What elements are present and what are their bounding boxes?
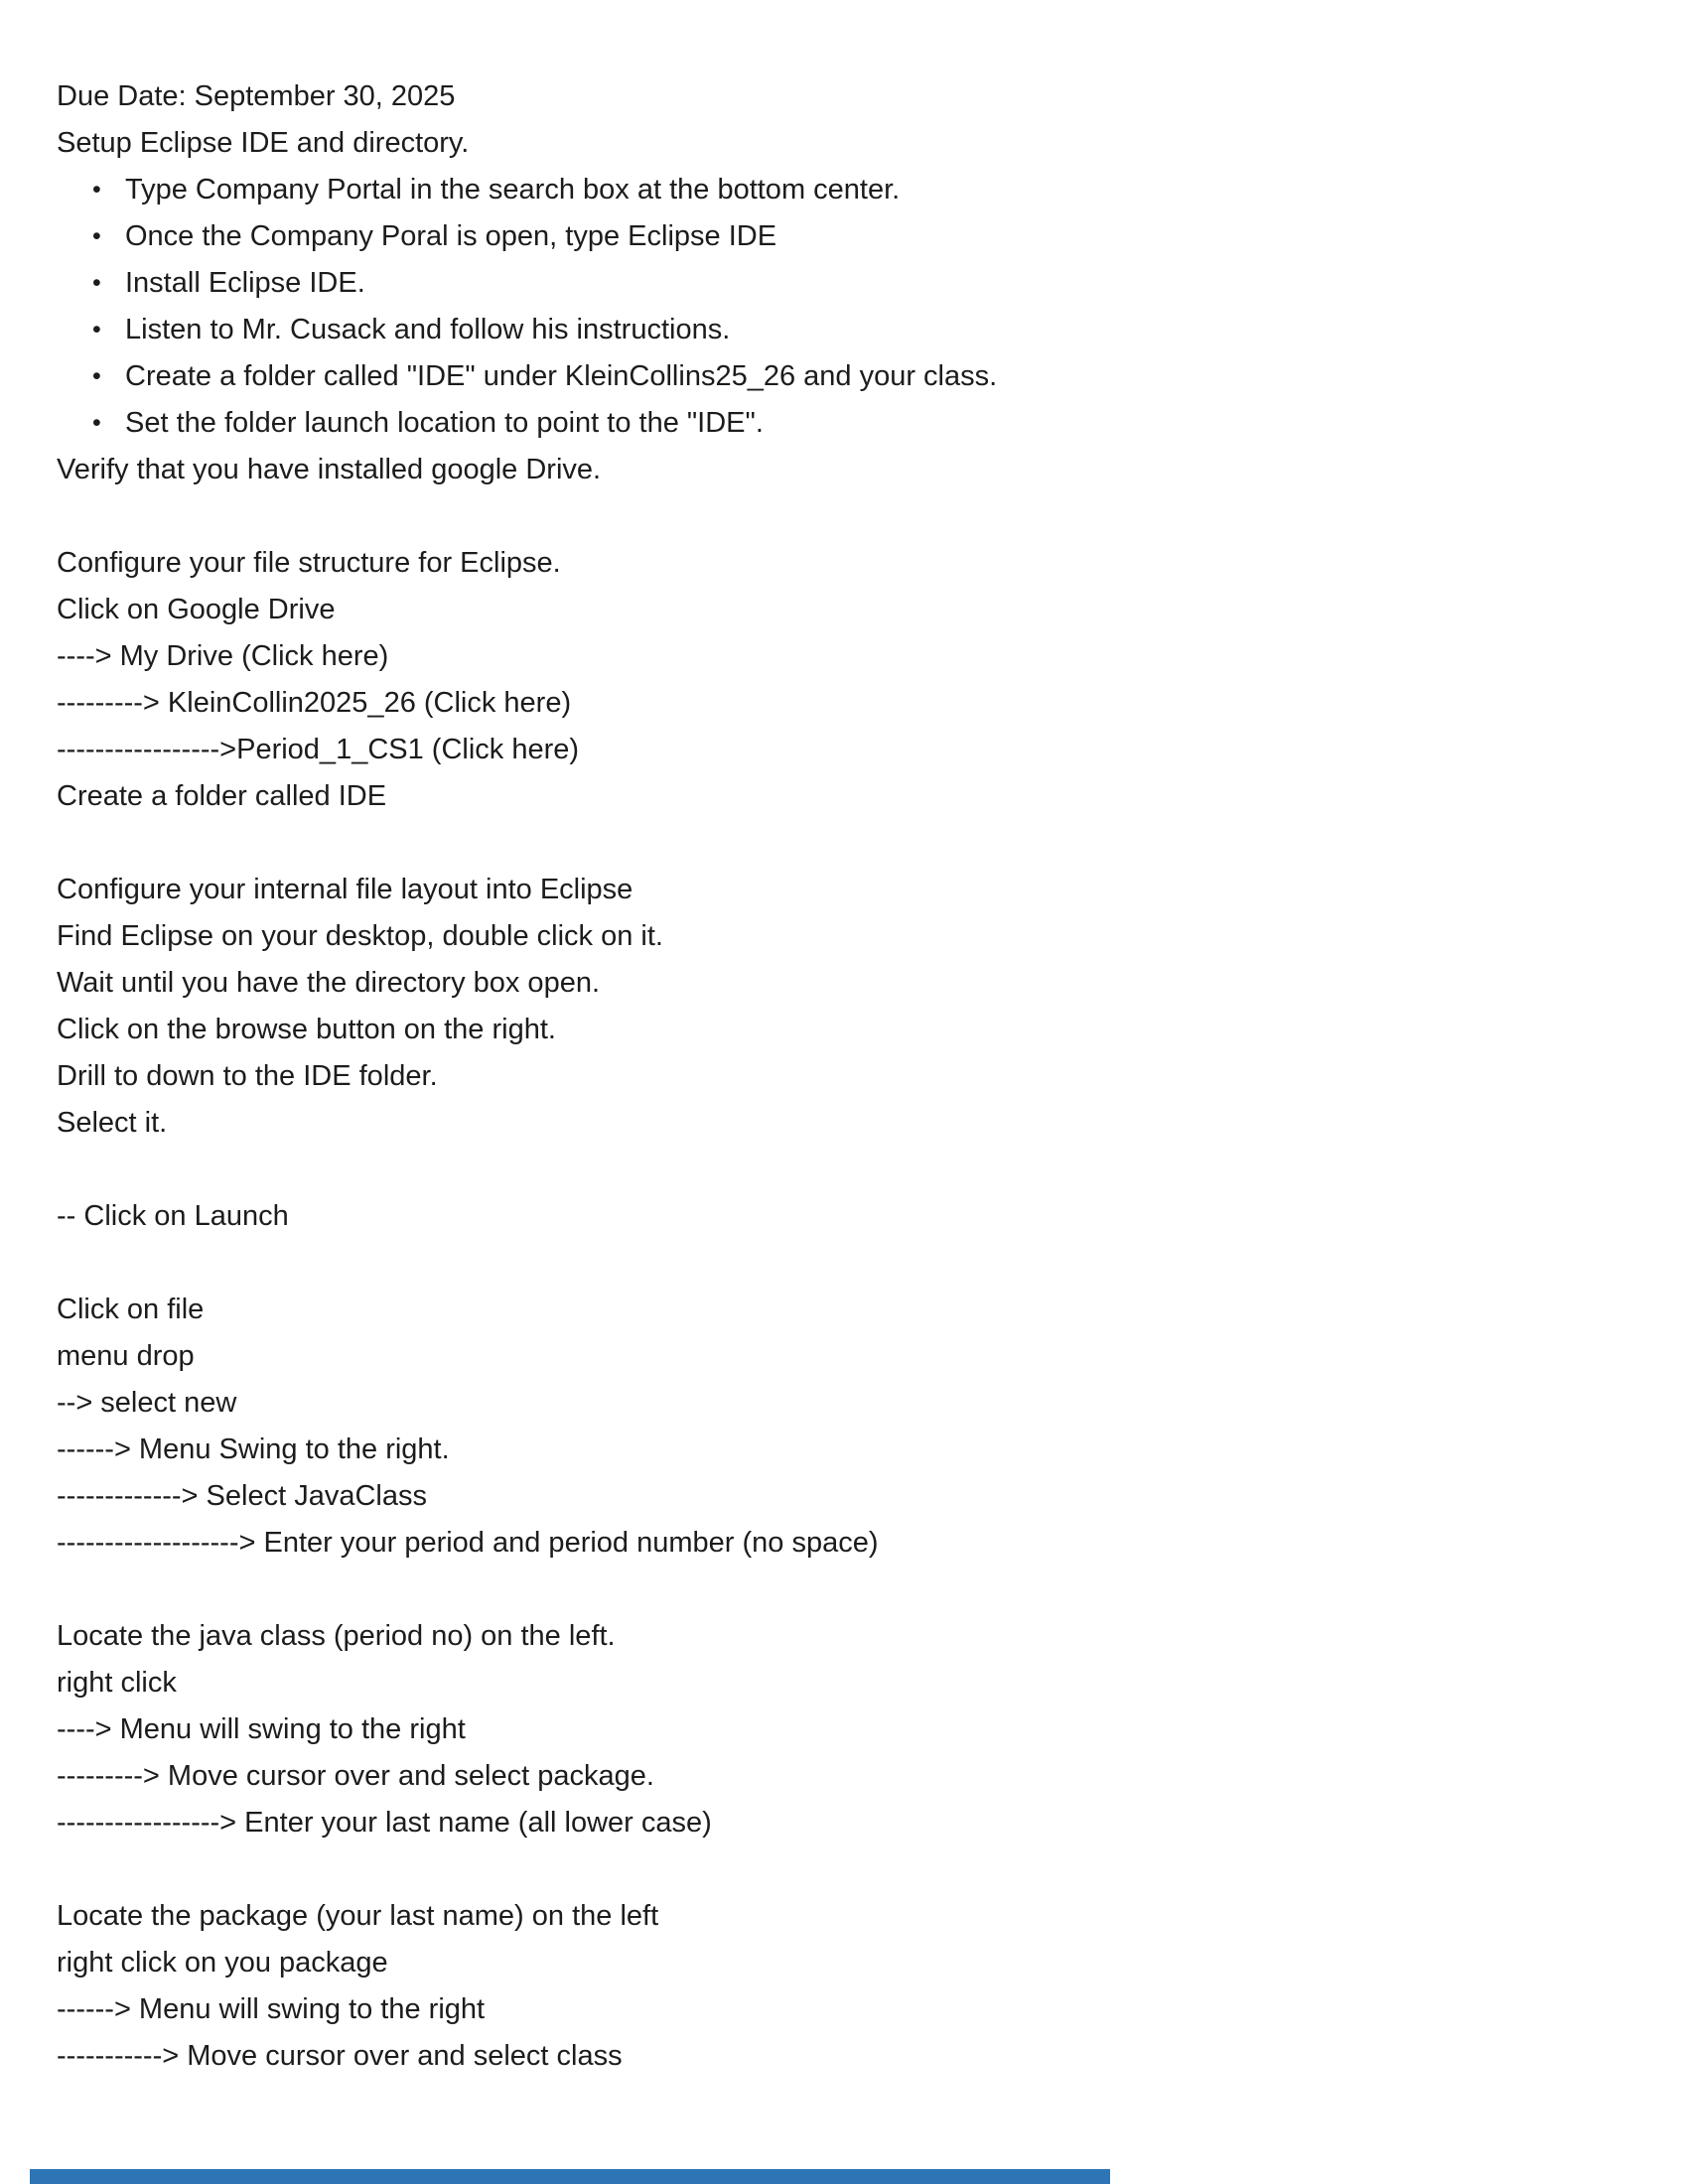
- bullet-text: Create a folder called "IDE" under KleinCollins25_26 and your class.: [125, 360, 998, 392]
- doc-text-line: --> select new: [57, 1387, 237, 1419]
- bullet-icon: •: [92, 316, 101, 343]
- doc-text-line: -------------> Select JavaClass: [57, 1480, 427, 1512]
- doc-blank-line: [57, 1567, 1645, 1613]
- doc-text-line: right click: [57, 1667, 177, 1699]
- doc-text-line: Click on the browse button on the right.: [57, 1014, 556, 1045]
- doc-text-line: -----------------> Enter your last name (all lower case): [57, 1807, 712, 1839]
- doc-text-line: -- Click on Launch: [57, 1200, 289, 1232]
- bullet-icon: •: [92, 176, 101, 204]
- doc-text-line: Wait until you have the directory box open.: [57, 967, 601, 999]
- doc-blank-line: [57, 1147, 1645, 1193]
- bullet-icon: •: [92, 362, 101, 390]
- doc-bullet-line: [57, 307, 1645, 353]
- doc-text-line: ---------> KleinCollin2025_26 (Click here): [57, 687, 572, 719]
- doc-blank-line: [57, 1846, 1645, 1893]
- doc-bullet-line: [57, 213, 1645, 260]
- doc-text-line: Locate the package (your last name) on the left: [57, 1900, 659, 1932]
- doc-text-line: Due Date: September 30, 2025: [57, 80, 456, 112]
- doc-text-line: Configure your internal file layout into Eclipse: [57, 874, 633, 905]
- doc-text-line: Locate the java class (period no) on the left.: [57, 1620, 616, 1652]
- doc-text-line: ------> Menu Swing to the right.: [57, 1433, 450, 1465]
- bullet-icon: •: [92, 409, 101, 437]
- doc-text-line: -------------------> Enter your period and period number (no space): [57, 1527, 879, 1559]
- bullet-text: Type Company Portal in the search box at the bottom center.: [125, 174, 901, 205]
- doc-text-line: ---------> Move cursor over and select package.: [57, 1760, 654, 1792]
- bullet-text: Set the folder launch location to point to the "IDE".: [125, 407, 764, 439]
- doc-text-line: Configure your file structure for Eclipse.: [57, 547, 561, 579]
- bullet-text: Install Eclipse IDE.: [125, 267, 365, 299]
- doc-bullet-line: [57, 400, 1645, 447]
- doc-bullet-line: [57, 167, 1645, 213]
- doc-text-line: Select it.: [57, 1107, 168, 1139]
- doc-bullet-line: [57, 260, 1645, 307]
- doc-blank-line: [57, 1240, 1645, 1287]
- doc-text-line: right click on you package: [57, 1947, 388, 1979]
- bullet-icon: •: [92, 269, 101, 297]
- doc-text-line: Setup Eclipse IDE and directory.: [57, 127, 470, 159]
- doc-text-line: Click on Google Drive: [57, 594, 336, 625]
- doc-text-line: Click on file: [57, 1294, 205, 1325]
- doc-text-line: Drill to down to the IDE folder.: [57, 1060, 438, 1092]
- doc-blank-line: [57, 820, 1645, 867]
- bullet-icon: •: [92, 222, 101, 250]
- doc-bullet-line: [57, 353, 1645, 400]
- doc-text-line: ----------------->Period_1_CS1 (Click here): [57, 734, 580, 765]
- doc-text-line: Find Eclipse on your desktop, double click on it.: [57, 920, 663, 952]
- bullet-text: Listen to Mr. Cusack and follow his instructions.: [125, 314, 731, 345]
- doc-text-line: ----> Menu will swing to the right: [57, 1713, 466, 1745]
- doc-text-line: Create a folder called IDE: [57, 780, 387, 812]
- bottom-blue-bar: [30, 2169, 1110, 2184]
- doc-blank-line: [57, 493, 1645, 540]
- doc-text-line: ------> Menu will swing to the right: [57, 1993, 486, 2025]
- doc-text-line: menu drop: [57, 1340, 195, 1372]
- bullet-text: Once the Company Poral is open, type Eclipse IDE: [125, 220, 777, 252]
- doc-text-line: -----------> Move cursor over and select class: [57, 2040, 623, 2072]
- document-body: [57, 73, 1645, 2080]
- doc-text-line: ----> My Drive (Click here): [57, 640, 389, 672]
- doc-text-line: Verify that you have installed google Drive.: [57, 454, 602, 485]
